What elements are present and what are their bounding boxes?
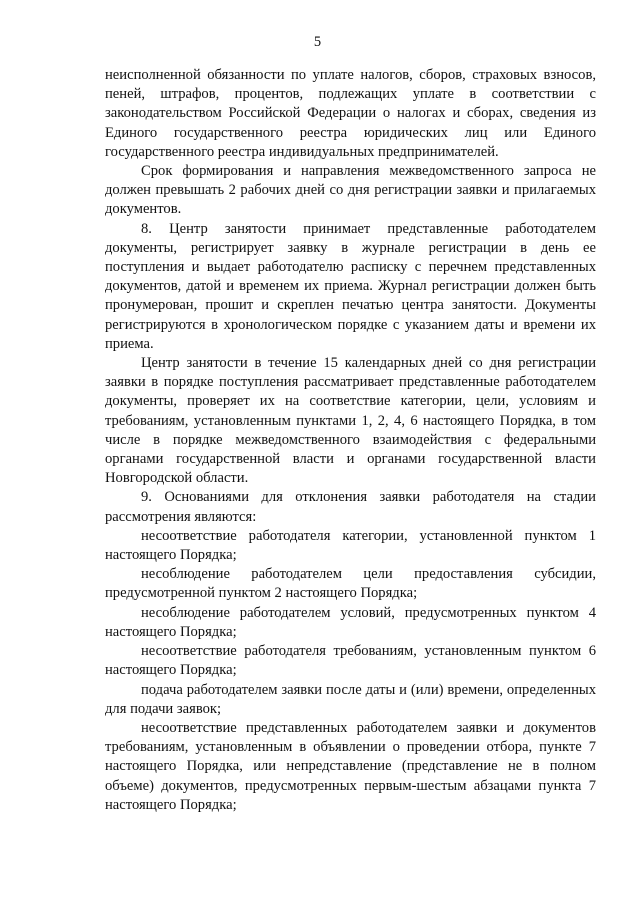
list-item-category: несоответствие работодателя категории, установленной пунктом 1 настоящего Порядка;	[105, 527, 596, 564]
list-item-purpose: несоблюдение работодателем цели предоставления субсидии, предусмотренной пунктом 2 настоящего Порядка;	[105, 566, 596, 602]
page-number: 5	[313, 34, 322, 50]
paragraph-request-deadline: Срок формирования и направления межведомственного запроса не должен превышать 2 рабочих дней со дня регистрации заявки и прилагаемых документов.	[105, 163, 596, 218]
paragraph-review-period: Центр занятости в течение 15 календарных дней со дня регистрации заявки в порядке поступления рассматривает представленные работодателем документы, проверяет их на соответствие категории, цели, условиям и требованиям, установленным пунктами 1, 2, 4, 6 настоящего Порядка, в том числе в порядке межведомственного взаимодействия с федеральными органами государственной власти и органами государственной власти Новгородской области.	[105, 355, 596, 487]
list-item-documents: несоответствие представленных работодателем заявки и документов требованиям, установленным в объявлении о проведении отбора, пункте 7 настоящего Порядка, или непредставление (представление не в полном объеме) документов, предусмотренных первым-шестым абзацами пункта 7 настоящего Порядка;	[105, 719, 596, 813]
list-item-late-submission: подача работодателем заявки после даты и (или) времени, определенных для подачи заявок;	[105, 681, 596, 717]
list-item-requirements: несоответствие работодателя требованиям, установленным пунктом 6 настоящего Порядка;	[105, 643, 596, 679]
paragraph-item-9: 9. Основаниями для отклонения заявки работодателя на стадии рассмотрения являются:	[105, 489, 596, 525]
list-item-conditions: несоблюдение работодателем условий, предусмотренных пунктом 4 настоящего Порядка;	[105, 604, 596, 640]
paragraph-continuation: неисполненной обязанности по уплате налогов, сборов, страховых взносов, пеней, штрафов, процентов, подлежащих уплате в соответствии с законодательством Российской Федерации о налогах и сборах, сведения из Единого государственного реестра юридических лиц или Единого государственного реестра индивидуальных предпринимателей.	[105, 67, 596, 160]
paragraph-item-8: 8. Центр занятости принимает представленные работодателем документы, регистрирует заявку в журнале регистрации в день ее поступления и выдает работодателю расписку с перечнем представленных документов, датой и временем их приема. Журнал регистрации должен быть пронумерован, прошит и скреплен печатью центра занятости. Документы регистрируются в хронологическом порядке с указанием даты и времени их приема.	[105, 220, 596, 352]
document-body	[105, 66, 596, 815]
